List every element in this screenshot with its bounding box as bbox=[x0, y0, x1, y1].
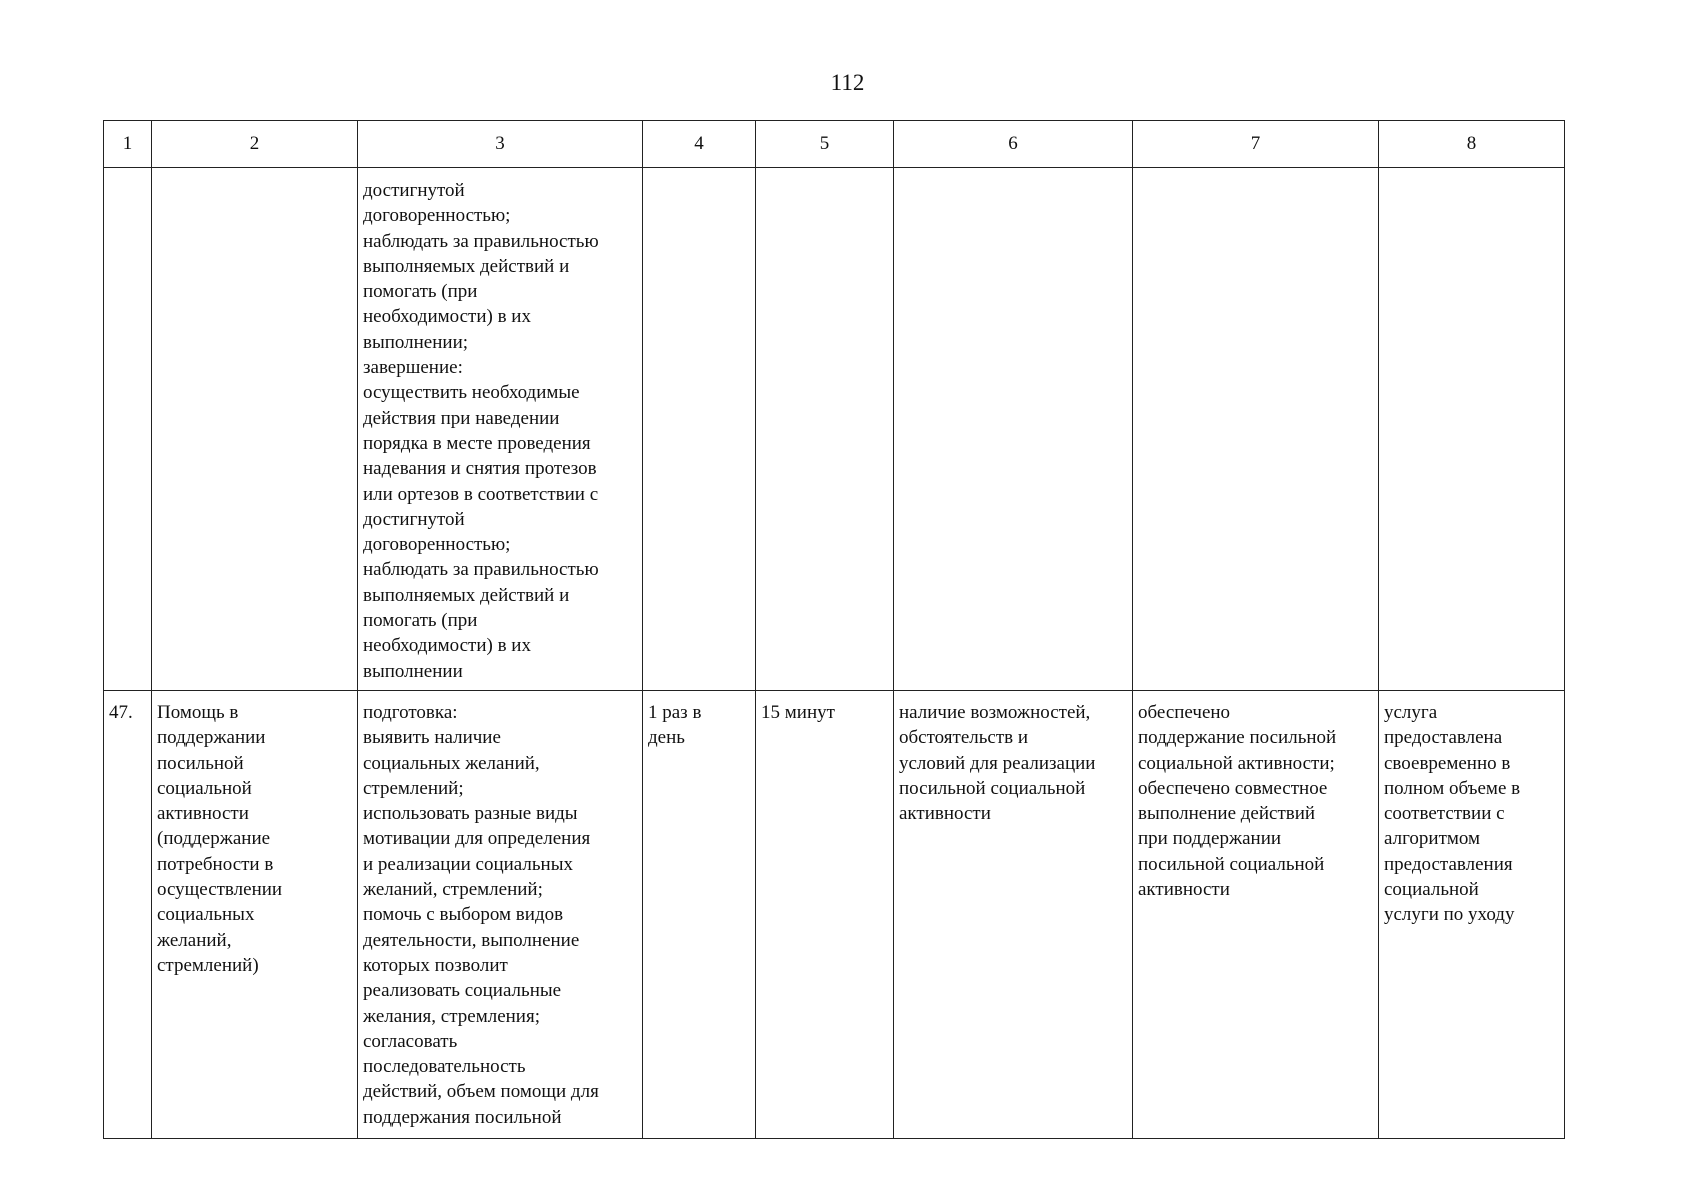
column-header-7: 7 bbox=[1133, 121, 1379, 168]
cell-conditions bbox=[894, 168, 1133, 691]
cell-service-description: подготовка: выявить наличие социальных желаний, стремлений; использовать разные виды мотивации для определения и реализации социальных желаний, стремлений; помочь с выбором видов деятельности, выполнение которых позволит реализовать социальные желания, стремления; согласовать последовательность действий, объем помощи для поддержания посильной bbox=[358, 691, 643, 1139]
column-header-3: 3 bbox=[358, 121, 643, 168]
cell-duration: 15 минут bbox=[756, 691, 894, 1139]
cell-result bbox=[1133, 168, 1379, 691]
cell-service-name: Помощь в поддержании посильной социальной активности (поддержание потребности в осуществлении социальных желаний, стремлений) bbox=[152, 691, 358, 1139]
cell-service-description: достигнутой договоренностью; наблюдать за правильностью выполняемых действий и помогать (при необходимости) в их выполнении; завершение: осуществить необходимые действия при наведении порядка в месте проведения надевания и снятия протезов или ортезов в соответствии с достигнутой договоренностью; наблюдать за правильностью выполняемых действий и помогать (при необходимости) в их выполнении bbox=[358, 168, 643, 691]
cell-quality: услуга предоставлена своевременно в полном объеме в соответствии с алгоритмом предоставления социальной услуги по уходу bbox=[1379, 691, 1565, 1139]
column-header-8: 8 bbox=[1379, 121, 1565, 168]
cell-service-name bbox=[152, 168, 358, 691]
column-header-4: 4 bbox=[643, 121, 756, 168]
column-header-1: 1 bbox=[104, 121, 152, 168]
cell-number bbox=[104, 168, 152, 691]
cell-conditions: наличие возможностей, обстоятельств и условий для реализации посильной социальной активности bbox=[894, 691, 1133, 1139]
cell-duration bbox=[756, 168, 894, 691]
page-number: 112 bbox=[830, 70, 865, 95]
cell-quality bbox=[1379, 168, 1565, 691]
services-table bbox=[103, 120, 1565, 1139]
cell-frequency: 1 раз в день bbox=[643, 691, 756, 1139]
column-header-6: 6 bbox=[894, 121, 1133, 168]
cell-frequency bbox=[643, 168, 756, 691]
table-row-47 bbox=[104, 691, 1565, 1139]
header-row bbox=[104, 121, 1565, 168]
column-header-5: 5 bbox=[756, 121, 894, 168]
cell-number: 47. bbox=[104, 691, 152, 1139]
cell-result: обеспечено поддержание посильной социальной активности; обеспечено совместное выполнение действий при поддержании посильной социальной активности bbox=[1133, 691, 1379, 1139]
column-header-2: 2 bbox=[152, 121, 358, 168]
table-row-continuation bbox=[104, 168, 1565, 691]
